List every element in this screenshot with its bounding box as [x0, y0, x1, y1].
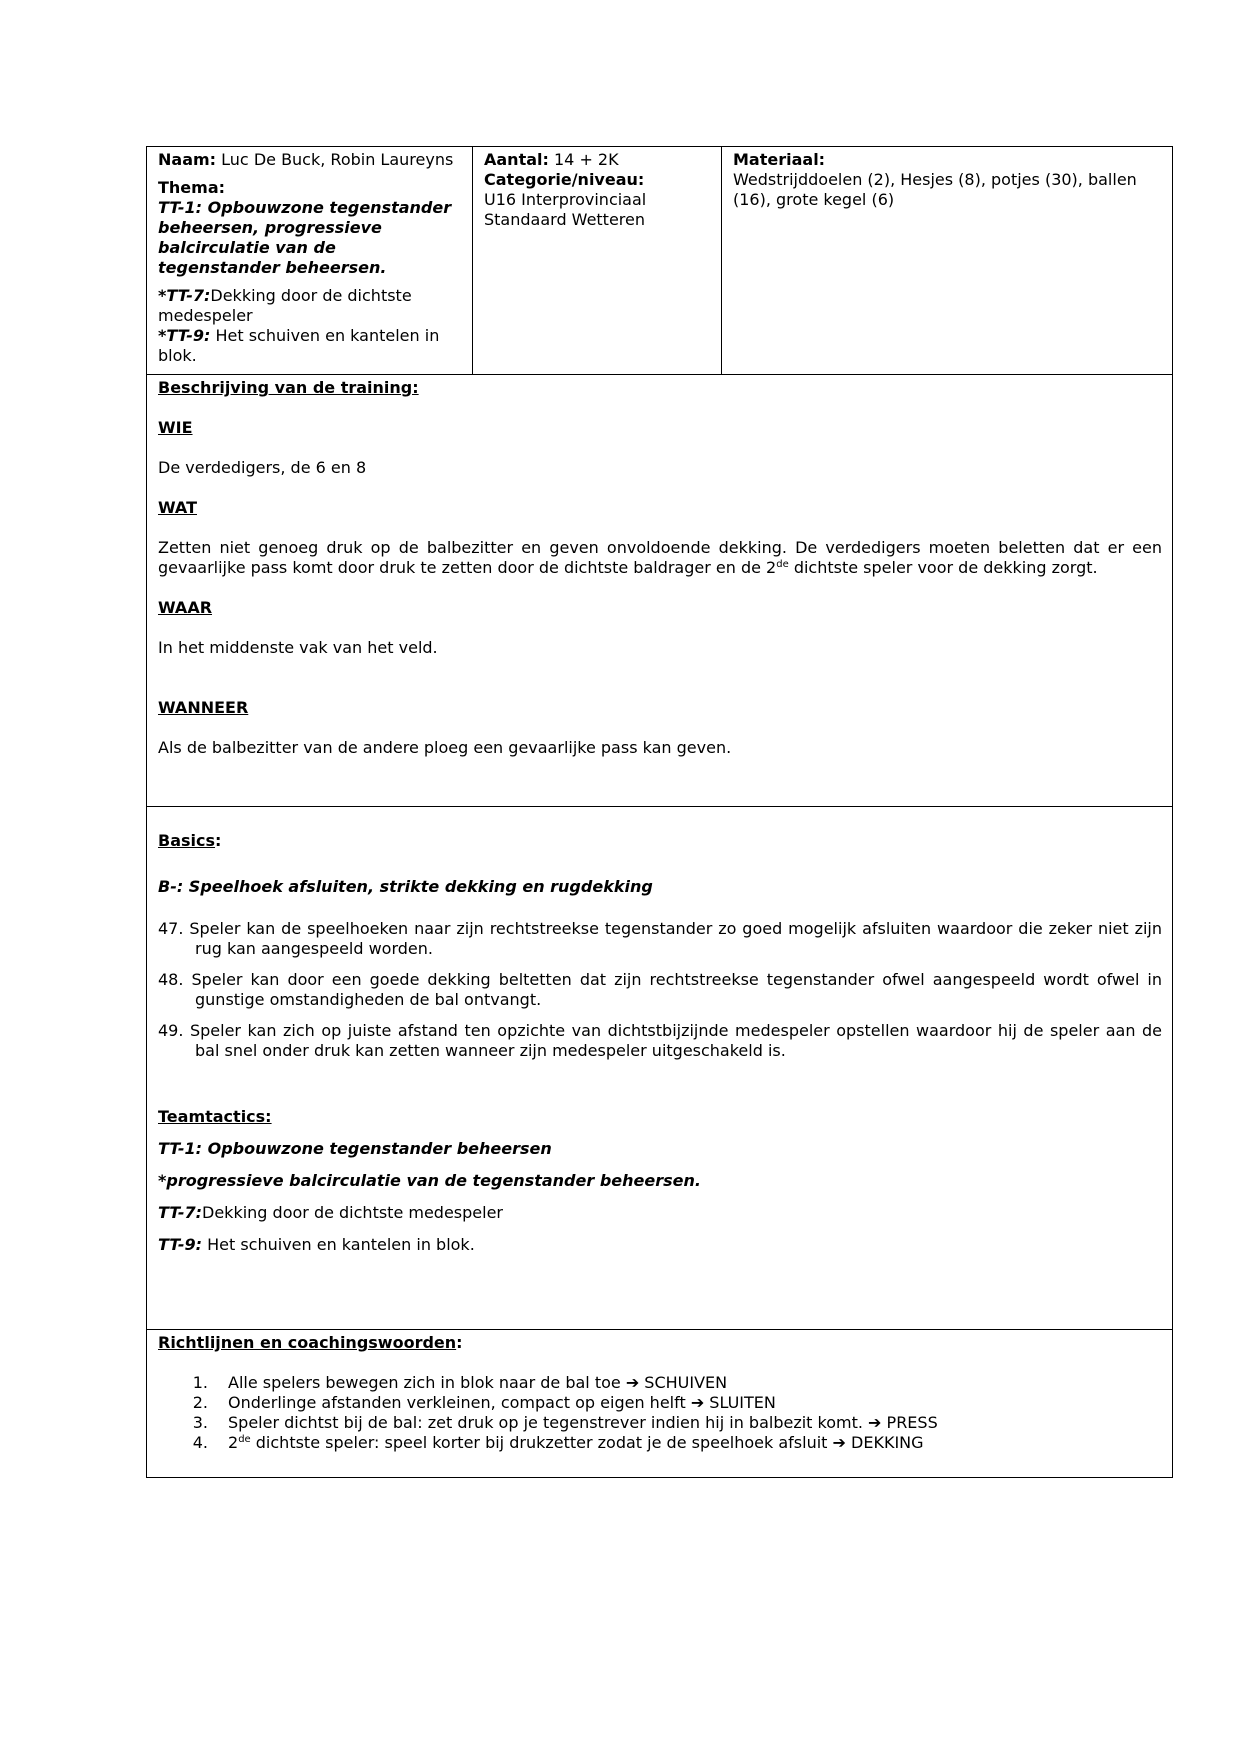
tt7-text: Dekking door de dichtste medespeler	[158, 286, 412, 325]
naam-thema-cell	[147, 147, 473, 375]
waar-text: In het middenste vak van het veld.	[158, 638, 438, 657]
basics-item: 47. Speler kan de speelhoeken naar zijn rechtstreekse tegenstander zo goed mogelijk afsluiten waardoor die zeker niet zijn rug kan aangespeeld worden.	[158, 919, 1162, 958]
wanneer-text: Als de balbezitter van de andere ploeg een gevaarlijke pass kan geven.	[158, 738, 732, 757]
categorie-value: U16 Interprovinciaal Standaard Wetteren	[484, 190, 647, 229]
wie-text: De verdedigers, de 6 en 8	[158, 458, 367, 477]
naam-value: Luc De Buck, Robin Laureyns	[221, 150, 454, 169]
wanneer-heading: WANNEER	[158, 698, 249, 717]
richtlijn-item: 2. Onderlinge afstanden verkleinen, compact op eigen helft ➔ SLUITEN	[192, 1393, 776, 1412]
aantal-line	[484, 150, 711, 170]
beschrijving-row	[147, 375, 1173, 807]
waar-heading: WAAR	[158, 598, 213, 617]
wat-heading: WAT	[158, 498, 197, 517]
wie-heading: WIE	[158, 418, 193, 437]
basics-list	[158, 919, 1162, 1061]
aantal-value: 14 + 2K	[548, 150, 619, 169]
richtlijnen-list	[158, 1373, 1162, 1453]
materiaal-cell	[722, 147, 1173, 375]
categorie-label: Categorie/niveau:	[484, 170, 645, 189]
beschrijving-title: Beschrijving van de training:	[158, 378, 419, 397]
aantal-label: Aantal:	[484, 150, 549, 169]
basics-row	[147, 807, 1173, 1330]
basics-cell	[147, 807, 1173, 1330]
richtlijn-item: 4. 2de dichtste speler: speel korter bij drukzetter zodat je de speelhoek afsluit ➔ DEKKING	[192, 1433, 924, 1452]
richtlijnen-cell	[147, 1330, 1173, 1478]
thema-label: Thema:	[158, 178, 226, 197]
tt7-line	[158, 286, 462, 326]
header-row	[147, 147, 1173, 375]
basics-subtitle: B-: Speelhoek afsluiten, strikte dekking en rugdekking	[158, 877, 653, 896]
richtlijnen-heading: Richtlijnen en coachingswoorden:	[158, 1333, 463, 1352]
richtlijn-item: 1. Alle spelers bewegen zich in blok naar de bal toe ➔ SCHUIVEN	[192, 1373, 728, 1392]
arrow-right-icon: ➔	[868, 1413, 882, 1432]
arrow-right-icon: ➔	[832, 1433, 846, 1452]
naam-line	[158, 150, 462, 170]
materiaal-label: Materiaal:	[733, 150, 826, 169]
arrow-right-icon: ➔	[625, 1373, 640, 1392]
materiaal-value: Wedstrijddoelen (2), Hesjes (8), potjes (30), ballen (16), grote kegel (6)	[733, 170, 1137, 209]
beschrijving-cell	[147, 375, 1173, 807]
richtlijn-item: 3. Speler dichtst bij de bal: zet druk op je tegenstrever indien hij in balbezit komt. ➔ PRESS	[192, 1413, 938, 1432]
teamtactics-heading: Teamtactics:	[158, 1107, 272, 1126]
teamtactics-tt9: TT-9: Het schuiven en kantelen in blok.	[158, 1235, 475, 1254]
basics-item: 49. Speler kan zich op juiste afstand ten opzichte van dichtstbijzijnde medespeler opstellen waardoor hij de speler aan de bal snel onder druk kan zetten wanneer zijn medespeler uitgeschakeld is.	[158, 1021, 1162, 1060]
richtlijnen-row	[147, 1330, 1173, 1478]
arrow-right-icon: ➔	[690, 1393, 705, 1412]
teamtactics-line2: *progressieve balcirculatie van de tegenstander beheersen.	[158, 1171, 701, 1190]
aantal-cell	[473, 147, 722, 375]
basics-item: 48. Speler kan door een goede dekking beltetten dat zijn rechtstreekse tegenstander ofwel aangespeeld wordt ofwel in gunstige omstandigheden de bal ontvangt.	[158, 970, 1162, 1009]
teamtactics-line1: TT-1: Opbouwzone tegenstander beheersen	[158, 1139, 552, 1158]
tt9-label: *TT-9:	[158, 326, 211, 345]
basics-heading: Basics:	[158, 831, 222, 850]
teamtactics-tt7: TT-7:Dekking door de dichtste medespeler	[158, 1203, 504, 1222]
tt9-line	[158, 326, 462, 366]
thema-main: TT-1: Opbouwzone tegenstander beheersen, progressieve balcirculatie van de tegenstander beheersen.	[158, 198, 452, 277]
training-form-table	[146, 146, 1173, 1478]
naam-label: Naam:	[158, 150, 217, 169]
tt7-label: *TT-7:	[158, 286, 211, 305]
tt9-text: Het schuiven en kantelen in blok.	[158, 326, 440, 365]
wat-text: Zetten niet genoeg druk op de balbezitter en geven onvoldoende dekking. De verdedigers moeten beletten dat er een gevaarlijke pass komt door druk te zetten door de dichtste baldrager en de 2de dichtste speler voor de dekking zorgt.	[158, 538, 1162, 577]
